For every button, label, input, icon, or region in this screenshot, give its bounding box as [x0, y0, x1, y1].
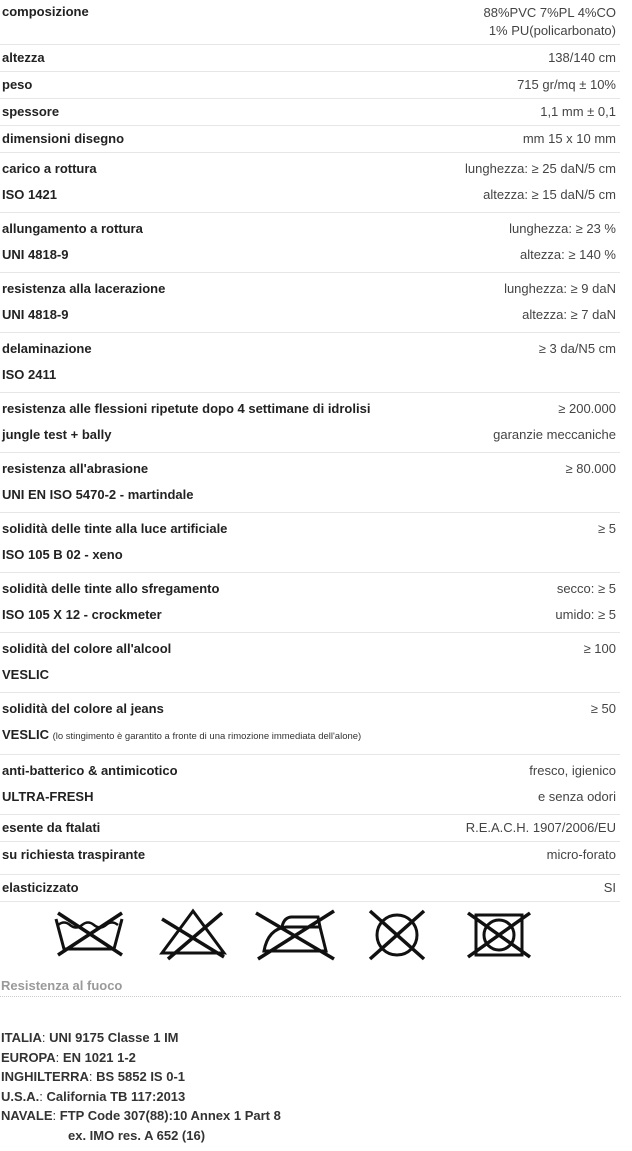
standard-name: VESLIC	[2, 727, 49, 742]
spec-standard: ISO 1421	[2, 187, 57, 202]
spec-row-abrasione	[0, 453, 620, 513]
spec-value: 138/140 cm	[548, 50, 616, 65]
spec-label: esente da ftalati	[2, 820, 101, 835]
no-bleach-icon	[152, 905, 234, 961]
fire-line-europa: EUROPA: EN 1021 1-2	[1, 1049, 136, 1065]
spec-label: altezza	[2, 50, 45, 65]
spec-value: ≥ 200.000	[558, 401, 616, 416]
spec-value-2: umido: ≥ 5	[555, 607, 616, 622]
spec-value: lunghezza: ≥ 23 %	[509, 221, 616, 236]
fire-standard: California TB 117:2013	[42, 1088, 186, 1104]
fire-line-italia: ITALIA: UNI 9175 Classe 1 IM	[1, 1030, 179, 1045]
care-symbols	[50, 905, 540, 965]
spec-value: ≥ 100	[583, 641, 616, 656]
spec-row-elasticizzato	[0, 875, 620, 902]
spec-value: mm 15 x 10 mm	[522, 131, 616, 146]
spec-row-antibatterico	[0, 755, 620, 815]
fire-country: U.S.A.	[1, 1088, 40, 1104]
spec-standard: ISO 105 B 02 - xeno	[2, 547, 123, 562]
spec-label: solidità del colore al jeans	[2, 701, 164, 716]
spec-row-alcool	[0, 633, 620, 693]
fire-standard: EN 1021 1-2	[59, 1049, 136, 1065]
fire-country: ITALIA	[1, 1030, 42, 1045]
spec-value-2: altezza: ≥ 7 daN	[522, 307, 616, 322]
spec-label: resistenza all'abrasione	[2, 461, 149, 476]
spec-row-peso	[0, 72, 620, 99]
fire-country: INGHILTERRA	[1, 1069, 89, 1084]
fire-line-inghilterra: INGHILTERRA: BS 5852 IS 0-1	[1, 1069, 185, 1084]
spec-row-carico	[0, 153, 620, 213]
fire-resistance-heading: Resistenza al fuoco	[0, 976, 621, 997]
spec-standard: ISO 105 X 12 - crockmeter	[2, 607, 162, 622]
spec-note: (lo stingimento è garantito a fronte di una rimozione immediata dell'alone)	[52, 731, 362, 742]
spec-value: ≥ 3 da/N5 cm	[538, 341, 616, 356]
spec-row-luce	[0, 513, 620, 573]
spec-row-flessioni	[0, 393, 620, 453]
fire-standard: FTP Code 307(88):10 Annex 1 Part 8	[56, 1108, 281, 1123]
spec-label: carico a rottura	[2, 161, 97, 176]
spec-value-2: altezza: ≥ 140 %	[519, 247, 616, 262]
spec-value: lunghezza: ≥ 25 daN/5 cm	[465, 161, 616, 176]
fire-line-imo: ex. IMO res. A 652 (16)	[68, 1127, 206, 1143]
spec-label: solidità delle tinte alla luce artificiale	[2, 521, 228, 536]
spec-value: micro-forato	[546, 847, 616, 862]
spec-value-2: e senza odori	[537, 789, 616, 804]
spec-row-ftalati	[0, 815, 620, 842]
spec-row-altezza	[0, 45, 620, 72]
spec-label: dimensioni disegno	[2, 131, 125, 146]
spec-row-sfregamento	[0, 573, 620, 633]
fire-resistance-list	[0, 1028, 620, 1145]
spec-row-delaminazione	[0, 333, 620, 393]
spec-row-lacerazione	[0, 273, 620, 333]
spec-value: lunghezza: ≥ 9 daN	[504, 281, 616, 296]
spec-row-spessore	[0, 99, 620, 126]
spec-label: composizione	[2, 4, 89, 19]
spec-label: anti-batterico & antimicotico	[2, 763, 178, 778]
spec-label: solidità del colore all'alcool	[2, 641, 172, 656]
spec-value: 715 gr/mq ± 10%	[517, 77, 616, 92]
spec-label: su richiesta traspirante	[2, 847, 146, 862]
spec-row-traspirante	[0, 842, 620, 875]
fire-country: EUROPA	[1, 1049, 56, 1065]
fire-line-navale: NAVALE: FTP Code 307(88):10 Annex 1 Part 8	[1, 1108, 281, 1123]
spec-label: peso	[2, 77, 33, 92]
fire-country: NAVALE	[1, 1108, 53, 1123]
spec-label: delaminazione	[2, 341, 92, 356]
spec-label: resistenza alla lacerazione	[2, 281, 166, 296]
spec-value: fresco, igienico	[529, 763, 616, 778]
spec-row-allungamento	[0, 213, 620, 273]
spec-value: secco: ≥ 5	[556, 581, 616, 596]
spec-row-dimensioni	[0, 126, 620, 153]
no-tumble-dry-icon	[458, 905, 540, 961]
spec-value-2: altezza: ≥ 15 daN/5 cm	[483, 187, 616, 202]
no-iron-icon	[254, 905, 336, 961]
fire-standard: BS 5852 IS 0-1	[92, 1069, 185, 1084]
spec-standard: VESLIC	[2, 667, 49, 682]
spec-standard: UNI 4818-9	[2, 247, 69, 262]
spec-label: spessore	[2, 104, 60, 119]
spec-label: elasticizzato	[2, 880, 79, 895]
spec-standard: ULTRA-FRESH	[2, 789, 94, 804]
no-dry-clean-icon	[356, 905, 438, 961]
spec-value: SI	[603, 880, 616, 895]
spec-value: ≥ 80.000	[565, 461, 616, 476]
spec-value: ≥ 50	[590, 701, 616, 716]
fire-standard: UNI 9175 Classe 1 IM	[45, 1030, 179, 1045]
spec-label: solidità delle tinte allo sfregamento	[2, 581, 220, 596]
no-wash-icon	[50, 905, 132, 961]
spec-label: resistenza alle flessioni ripetute dopo 4 settimane di idrolisi	[2, 401, 371, 416]
spec-standard: UNI 4818-9	[2, 307, 69, 322]
spec-value: 88%PVC 7%PL 4%CO 1% PU(policarbonato)	[483, 5, 616, 38]
spec-value: 1,1 mm ± 0,1	[540, 104, 616, 119]
spec-standard: jungle test + bally	[2, 427, 112, 442]
spec-value-2: garanzie meccaniche	[493, 427, 616, 442]
spec-standard: ISO 2411	[2, 367, 57, 382]
spec-value: ≥ 5	[598, 521, 616, 536]
fire-line-usa: U.S.A.: California TB 117:2013	[1, 1088, 186, 1104]
spec-label: allungamento a rottura	[2, 221, 143, 236]
spec-row-composizione	[0, 0, 620, 45]
spec-value: R.E.A.C.H. 1907/2006/EU	[465, 820, 616, 835]
spec-standard: UNI EN ISO 5470-2 - martindale	[2, 487, 194, 502]
spec-row-jeans	[0, 693, 620, 755]
spec-standard	[0, 721, 361, 751]
